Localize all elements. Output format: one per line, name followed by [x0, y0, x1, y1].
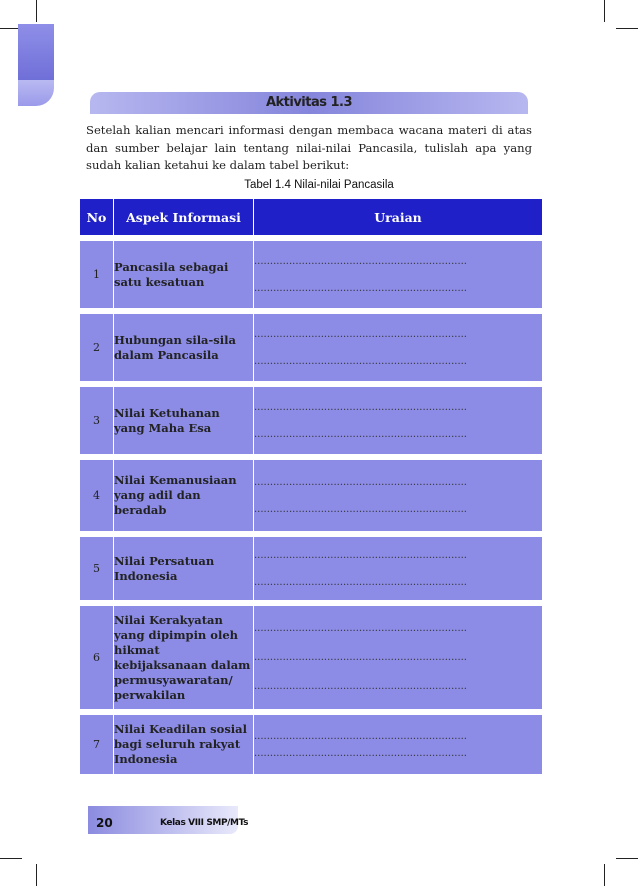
row-aspek: Nilai Persatuan Indonesia — [114, 537, 254, 601]
crop-mark — [36, 0, 37, 22]
fill-line: ................................................................... — [254, 730, 467, 742]
table-row — [80, 606, 543, 710]
row-number: 6 — [80, 606, 114, 710]
row-uraian — [254, 606, 543, 710]
fill-line: ................................................................... — [254, 328, 467, 340]
table-row — [80, 241, 543, 309]
row-uraian — [254, 460, 543, 532]
row-uraian — [254, 537, 543, 601]
crop-mark — [604, 864, 605, 886]
activity-banner — [90, 92, 528, 114]
fill-line: ................................................................... — [254, 401, 467, 413]
row-number: 5 — [80, 537, 114, 601]
row-number: 1 — [80, 241, 114, 309]
fill-line: ................................................................... — [254, 652, 467, 663]
header-uraian: Uraian — [254, 199, 543, 236]
activity-title: Aktivitas 1.3 — [265, 95, 353, 110]
row-aspek: Nilai Ketuhanan yang Maha Esa — [114, 387, 254, 455]
table-row — [80, 387, 543, 455]
row-number: 4 — [80, 460, 114, 532]
crop-mark — [0, 858, 22, 859]
table-row — [80, 460, 543, 532]
fill-line: ................................................................... — [254, 549, 467, 561]
row-aspek: Nilai Kerakyatan yang dipimpin oleh hikmat kebijaksanaan dalam permusyawaratan/ perwakilan — [114, 606, 254, 710]
row-uraian — [254, 715, 543, 775]
row-aspek: Hubungan sila-sila dalam Pancasila — [114, 314, 254, 382]
header-no: No — [80, 199, 114, 236]
crop-mark — [616, 858, 638, 859]
fill-line: ................................................................... — [254, 355, 467, 367]
fill-line: ................................................................... — [254, 428, 467, 440]
pancasila-table — [79, 198, 543, 775]
table-row — [80, 314, 543, 382]
fill-line: ................................................................... — [254, 282, 467, 294]
page-number: 20 — [96, 816, 113, 830]
fill-line: ................................................................... — [254, 503, 467, 515]
book-label: Kelas VIII SMP/MTs — [160, 818, 249, 828]
crop-mark — [604, 0, 605, 22]
row-number: 3 — [80, 387, 114, 455]
table-row — [80, 715, 543, 775]
side-decoration — [18, 80, 54, 106]
row-aspek: Nilai Kemanusiaan yang adil dan beradab — [114, 460, 254, 532]
row-aspek: Pancasila sebagai satu kesatuan — [114, 241, 254, 309]
row-aspek: Nilai Keadilan sosial bagi seluruh rakyat Indonesia — [114, 715, 254, 775]
row-uraian — [254, 241, 543, 309]
side-decoration — [18, 24, 54, 80]
fill-line: ................................................................... — [254, 623, 467, 634]
crop-mark — [36, 864, 37, 886]
fill-line: ................................................................... — [254, 476, 467, 488]
header-aspek: Aspek Informasi — [114, 199, 254, 236]
intro-paragraph: Setelah kalian mencari informasi dengan membaca wacana materi di atas dan sumber belajar lain tentang nilai-nilai Pancasila, tulislah apa yang sudah kalian ketahui ke dalam tabel berikut: — [86, 123, 532, 172]
table-header-row — [80, 199, 543, 236]
row-uraian — [254, 387, 543, 455]
fill-line: ................................................................... — [254, 747, 467, 759]
row-uraian — [254, 314, 543, 382]
table-row — [80, 537, 543, 601]
fill-line: ................................................................... — [254, 681, 467, 692]
crop-mark — [616, 28, 638, 29]
row-number: 7 — [80, 715, 114, 775]
fill-line: ................................................................... — [254, 255, 467, 267]
row-number: 2 — [80, 314, 114, 382]
table-caption: Tabel 1.4 Nilai-nilai Pancasila — [244, 179, 394, 191]
fill-line: ................................................................... — [254, 576, 467, 588]
